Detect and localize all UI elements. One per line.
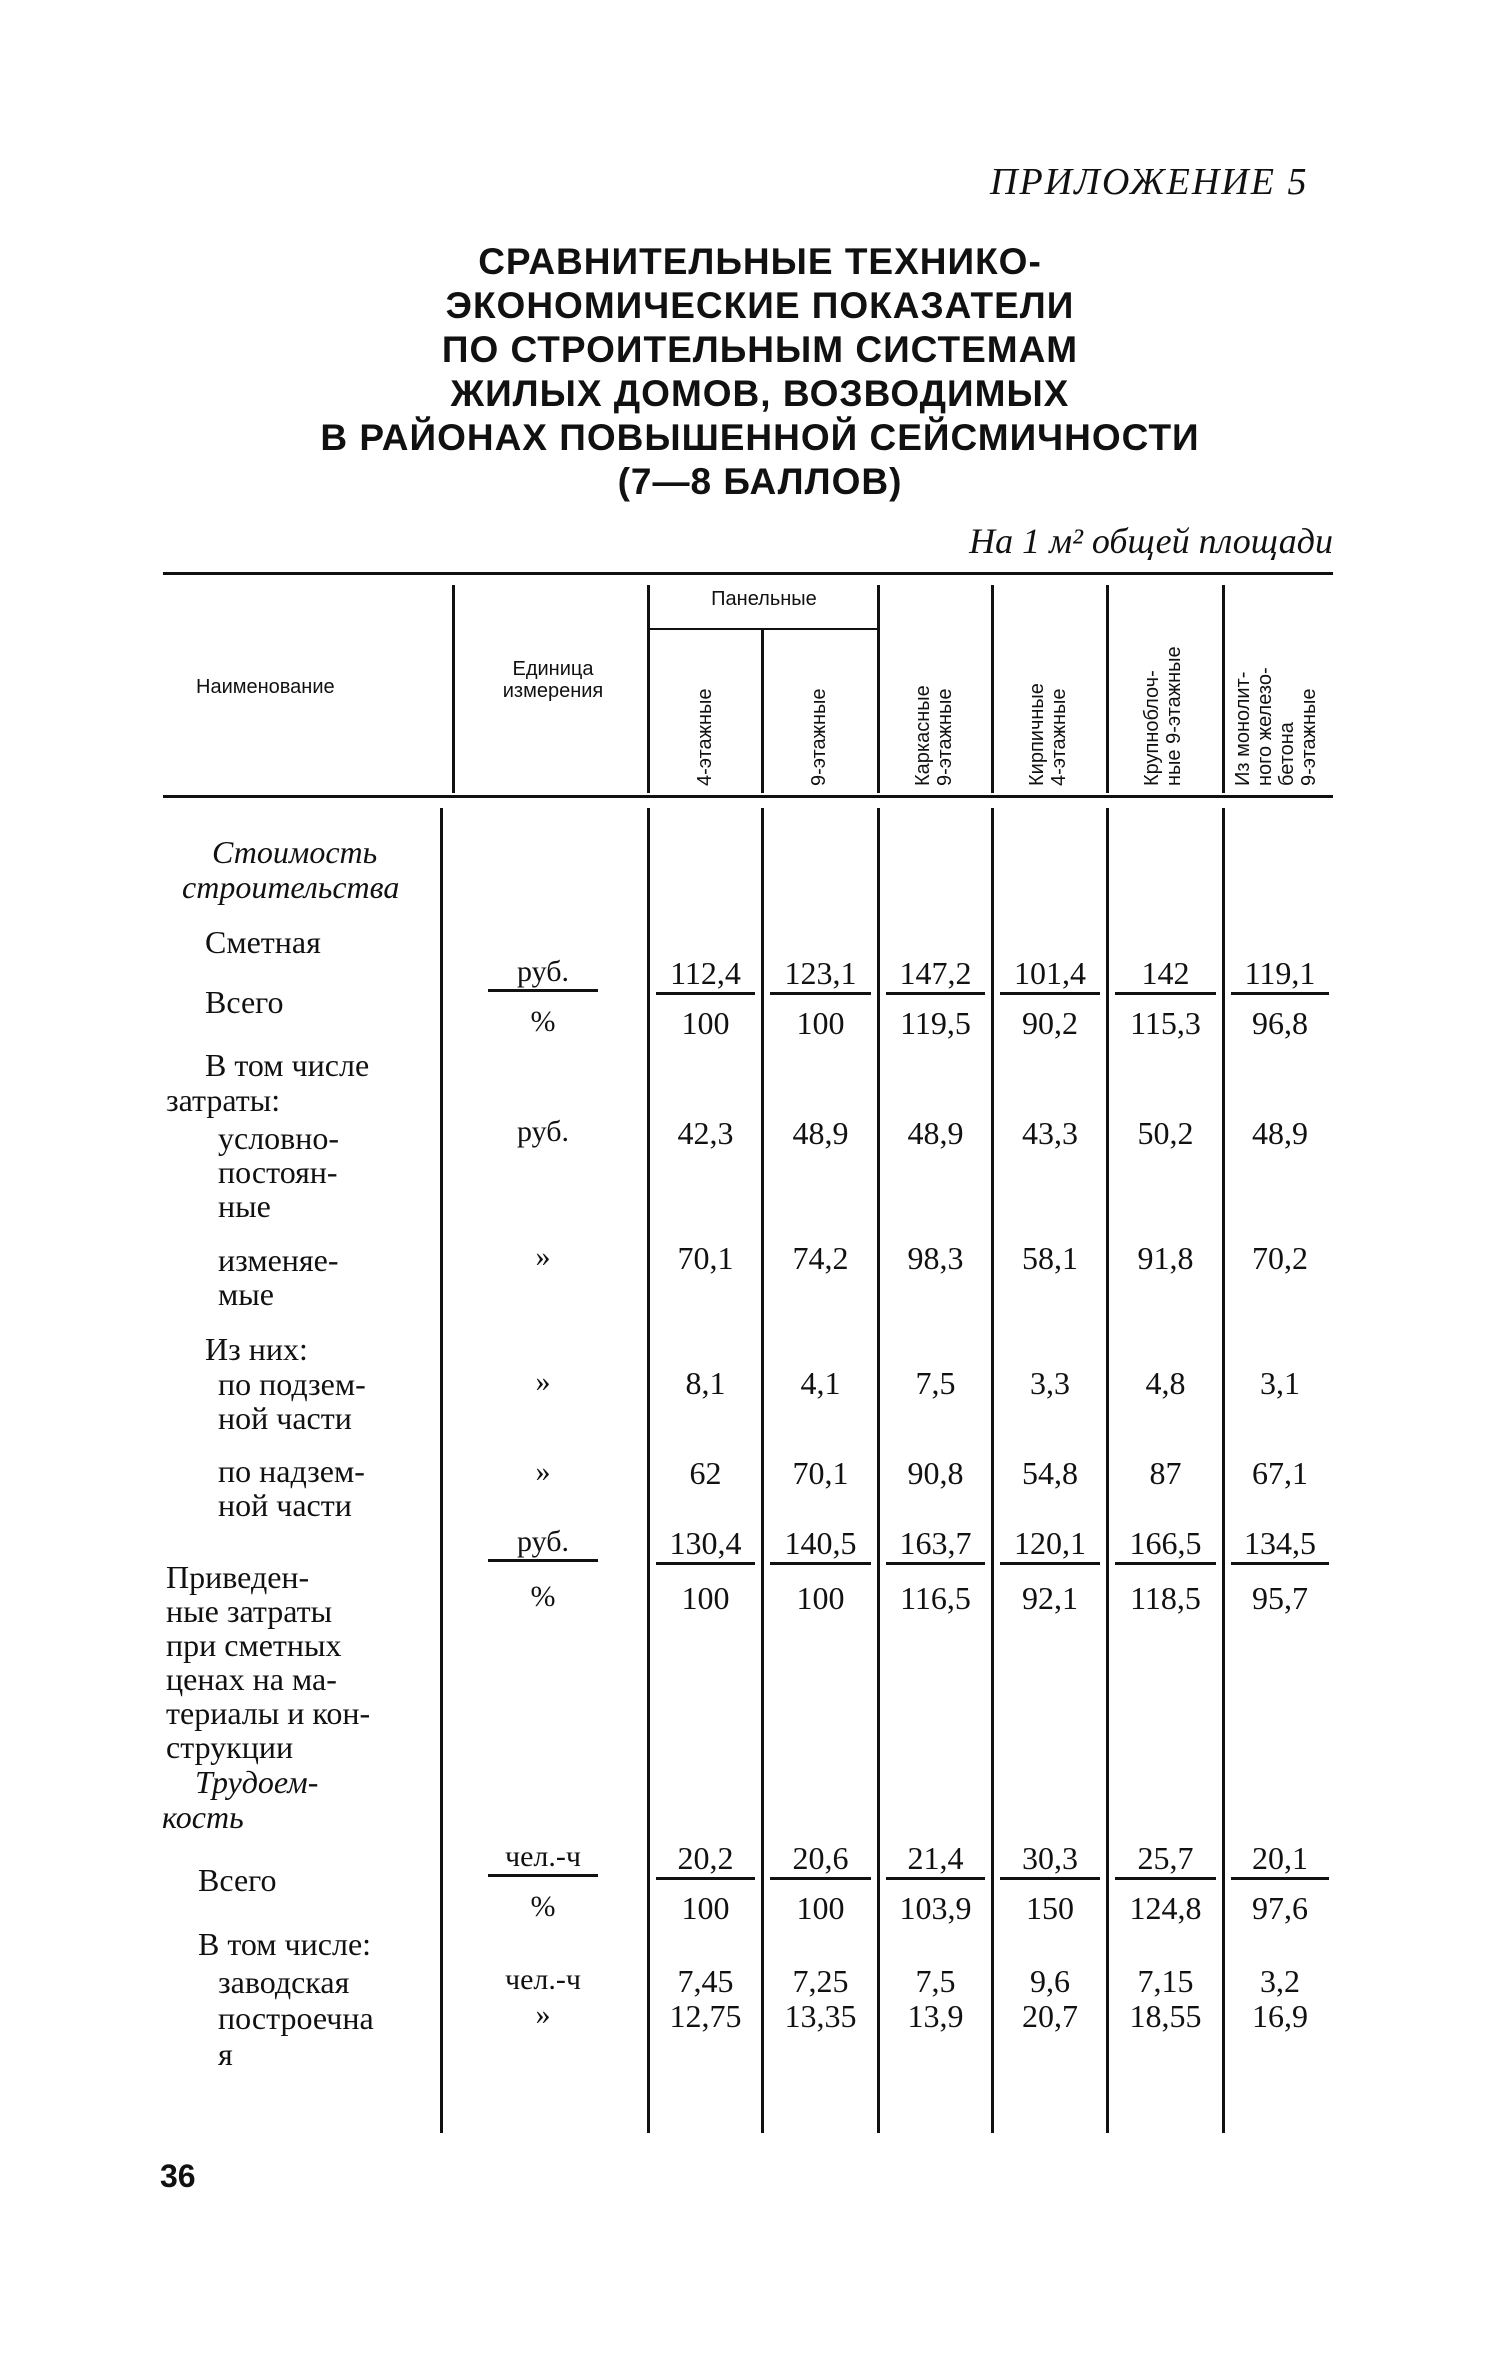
column-header-line: 9-этажные	[1298, 688, 1320, 786]
table-cell: 140,5	[770, 1525, 871, 1565]
table-cell: 95,7	[1252, 1580, 1308, 1616]
row-label: В том числе:	[198, 1926, 372, 1962]
table-cell: 13,35	[784, 1998, 857, 2034]
table-cell: 150	[1026, 1890, 1074, 1926]
row-label: изменяе- мые	[218, 1242, 339, 1312]
table-cell: 103,9	[899, 1890, 972, 1926]
header-divider	[452, 585, 455, 793]
row-label: заводская	[218, 1964, 350, 2000]
table-cell: 92,1	[1022, 1580, 1078, 1616]
column-header-unit	[462, 658, 644, 702]
column-header-name: Наименование	[196, 676, 335, 698]
column-header-block-9	[1141, 586, 1185, 786]
row-label: В том числе	[205, 1047, 370, 1083]
table-cell: 54,8	[1022, 1455, 1078, 1491]
row-label: Приведен- ные затраты при сметных ценах на ма- териалы и кон- струкции	[166, 1559, 371, 1765]
column-header-line: ные 9-этажные	[1163, 646, 1185, 786]
body-divider	[1222, 808, 1225, 2133]
table-cell: 30,3	[1000, 1840, 1100, 1880]
page-title	[260, 240, 1260, 504]
table-header-rule	[163, 795, 1333, 798]
table-cell: 20,2	[656, 1840, 755, 1880]
body-divider	[991, 808, 994, 2133]
table-cell: 4,8	[1145, 1365, 1186, 1401]
unit-cell: »	[535, 1365, 551, 1398]
row-label: Всего	[205, 984, 284, 1020]
table-cell: 115,3	[1130, 1005, 1201, 1041]
table-cell: 21,4	[886, 1840, 985, 1880]
unit-note: На 1 м² общей площади	[969, 521, 1333, 561]
table-cell: 120,1	[1000, 1525, 1100, 1565]
table-cell: 100	[796, 1580, 845, 1616]
body-divider	[1106, 808, 1109, 2133]
table-cell: 20,6	[770, 1840, 871, 1880]
appendix-label: ПРИЛОЖЕНИЕ 5	[990, 161, 1309, 203]
page-number: 36	[160, 2158, 196, 2194]
table-cell: 8,1	[685, 1365, 726, 1401]
table-cell: 100	[681, 1005, 730, 1041]
table-cell: 50,2	[1137, 1115, 1194, 1151]
table-cell: 25,7	[1115, 1840, 1216, 1880]
column-header-brick-4	[1026, 610, 1070, 786]
column-header-line: ного железо-	[1254, 667, 1276, 786]
header-divider	[1106, 585, 1109, 793]
table-cell: 9,6	[1030, 1963, 1070, 1999]
unit-cell: чел.-ч	[505, 1963, 581, 1996]
table-cell: 48,9	[907, 1115, 964, 1151]
unit-cell: руб.	[488, 1525, 598, 1562]
table-cell: 7,5	[915, 1963, 956, 1999]
table-cell: 67,1	[1252, 1455, 1308, 1491]
body-divider	[761, 808, 764, 2133]
table-cell: 147,2	[886, 955, 985, 995]
table-cell: 20,1	[1231, 1840, 1329, 1880]
title-line: В РАЙОНАХ ПОВЫШЕННОЙ СЕЙСМИЧНОСТИ	[320, 417, 1200, 458]
row-label: Из них:	[205, 1331, 308, 1367]
column-header-line: 9-этажные	[934, 688, 956, 786]
body-divider	[877, 808, 880, 2133]
unit-cell: %	[530, 1005, 556, 1038]
unit-header-line: измерения	[502, 680, 604, 702]
table-cell: 90,8	[907, 1455, 964, 1491]
row-label: Сметная	[205, 924, 321, 960]
table-cell: 58,1	[1022, 1240, 1078, 1276]
table-cell: 48,9	[792, 1115, 849, 1151]
row-label: по надзем- ной части	[218, 1453, 365, 1523]
table-cell: 7,45	[677, 1963, 734, 1999]
table-cell: 74,2	[792, 1240, 849, 1276]
table-cell: 166,5	[1115, 1525, 1216, 1565]
table-cell: 130,4	[656, 1525, 755, 1565]
table-cell: 100	[796, 1005, 845, 1041]
table-cell: 20,7	[1022, 1998, 1078, 2034]
table-cell: 70,1	[677, 1240, 734, 1276]
table-cell: 134,5	[1231, 1525, 1329, 1565]
panel-group-rule	[650, 628, 878, 630]
table-cell: 3,1	[1260, 1365, 1300, 1401]
table-cell: 70,1	[792, 1455, 849, 1491]
column-header-monolith-9	[1232, 586, 1320, 786]
body-divider	[647, 808, 650, 2133]
table-cell: 12,75	[669, 1998, 742, 2034]
header-divider	[761, 630, 764, 793]
table-cell: 142	[1115, 955, 1216, 995]
table-cell: 119,1	[1231, 955, 1329, 995]
table-cell: 91,8	[1137, 1240, 1194, 1276]
table-cell: 97,6	[1252, 1890, 1308, 1926]
table-top-rule	[163, 572, 1333, 575]
table-cell: 101,4	[1000, 955, 1100, 995]
table-cell: 18,55	[1129, 1998, 1202, 2034]
table-cell: 3,3	[1030, 1365, 1070, 1401]
table-cell: 163,7	[886, 1525, 985, 1565]
column-header-frame-9	[912, 610, 956, 786]
column-header-line: 9-этажные	[808, 688, 830, 786]
column-header-line: Из монолит-	[1232, 671, 1254, 786]
unit-cell: »	[535, 1240, 551, 1273]
table-cell: 16,9	[1252, 1998, 1308, 2034]
table-cell: 90,2	[1022, 1005, 1078, 1041]
row-label: условно- постоян- ные	[218, 1120, 340, 1224]
table-cell: 4,1	[800, 1365, 841, 1401]
row-label: построечная	[218, 2000, 374, 2072]
table-cell: 98,3	[907, 1240, 964, 1276]
table-cell: 123,1	[770, 955, 871, 995]
table-cell: 118,5	[1130, 1580, 1201, 1616]
table-cell: 112,4	[656, 955, 755, 995]
table-cell: 124,8	[1129, 1890, 1202, 1926]
header-divider	[647, 585, 650, 793]
unit-cell: %	[530, 1890, 556, 1923]
unit-cell: чел.-ч	[488, 1840, 598, 1877]
table-cell: 42,3	[677, 1115, 734, 1151]
title-line: СРАВНИТЕЛЬНЫЕ ТЕХНИКО-	[478, 241, 1042, 282]
title-line: ЭКОНОМИЧЕСКИЕ ПОКАЗАТЕЛИ	[445, 285, 1075, 326]
table-cell: 48,9	[1252, 1115, 1308, 1151]
title-line: (7—8 БАЛЛОВ)	[617, 461, 903, 502]
section-label: строительства	[182, 869, 400, 905]
unit-cell: %	[530, 1580, 556, 1613]
section-label: Стоимость	[212, 834, 378, 870]
table-cell: 87	[1149, 1455, 1182, 1491]
column-header-panel-9	[808, 636, 830, 786]
column-group-panel: Панельные	[711, 588, 817, 610]
table-cell: 70,2	[1252, 1240, 1308, 1276]
table-cell: 7,5	[915, 1365, 956, 1401]
unit-cell: руб.	[488, 955, 598, 992]
table-cell: 100	[681, 1580, 730, 1616]
column-header-line: Каркасные	[912, 685, 934, 786]
section-label: Трудоем-	[195, 1764, 319, 1800]
body-divider	[440, 808, 443, 2133]
table-cell: 116,5	[900, 1580, 971, 1616]
section-label: кость	[162, 1799, 244, 1835]
header-divider	[1222, 585, 1225, 793]
table-cell: 13,9	[907, 1998, 964, 2034]
column-header-line: бетона	[1276, 722, 1298, 786]
header-divider	[991, 585, 994, 793]
column-header-line: Кирпичные	[1026, 683, 1048, 786]
table-cell: 43,3	[1022, 1115, 1078, 1151]
table-cell: 62	[689, 1455, 722, 1491]
column-header-panel-4	[694, 636, 716, 786]
title-line: ПО СТРОИТЕЛЬНЫМ СИСТЕМАМ	[441, 329, 1079, 370]
row-label: Всего	[198, 1862, 277, 1898]
title-line: ЖИЛЫХ ДОМОВ, ВОЗВОДИМЫХ	[450, 373, 1070, 414]
row-label: по подзем- ной части	[218, 1366, 366, 1436]
column-header-line: 4-этажные	[694, 688, 716, 786]
unit-cell: »	[535, 1998, 551, 2031]
table-cell: 7,15	[1137, 1963, 1194, 1999]
header-divider	[877, 585, 880, 793]
table-cell: 96,8	[1252, 1005, 1308, 1041]
table-cell: 100	[796, 1890, 845, 1926]
column-header-line: Крупноблоч-	[1141, 670, 1163, 786]
unit-header-line: Единица	[512, 658, 594, 680]
table-cell: 119,5	[900, 1005, 971, 1041]
unit-cell: »	[535, 1455, 551, 1488]
table-cell: 3,2	[1260, 1963, 1300, 1999]
row-label: затраты:	[166, 1082, 281, 1118]
column-header-line: 4-этажные	[1048, 688, 1070, 786]
table-cell: 7,25	[792, 1963, 849, 1999]
unit-cell: руб.	[517, 1115, 569, 1148]
table-cell: 100	[681, 1890, 730, 1926]
